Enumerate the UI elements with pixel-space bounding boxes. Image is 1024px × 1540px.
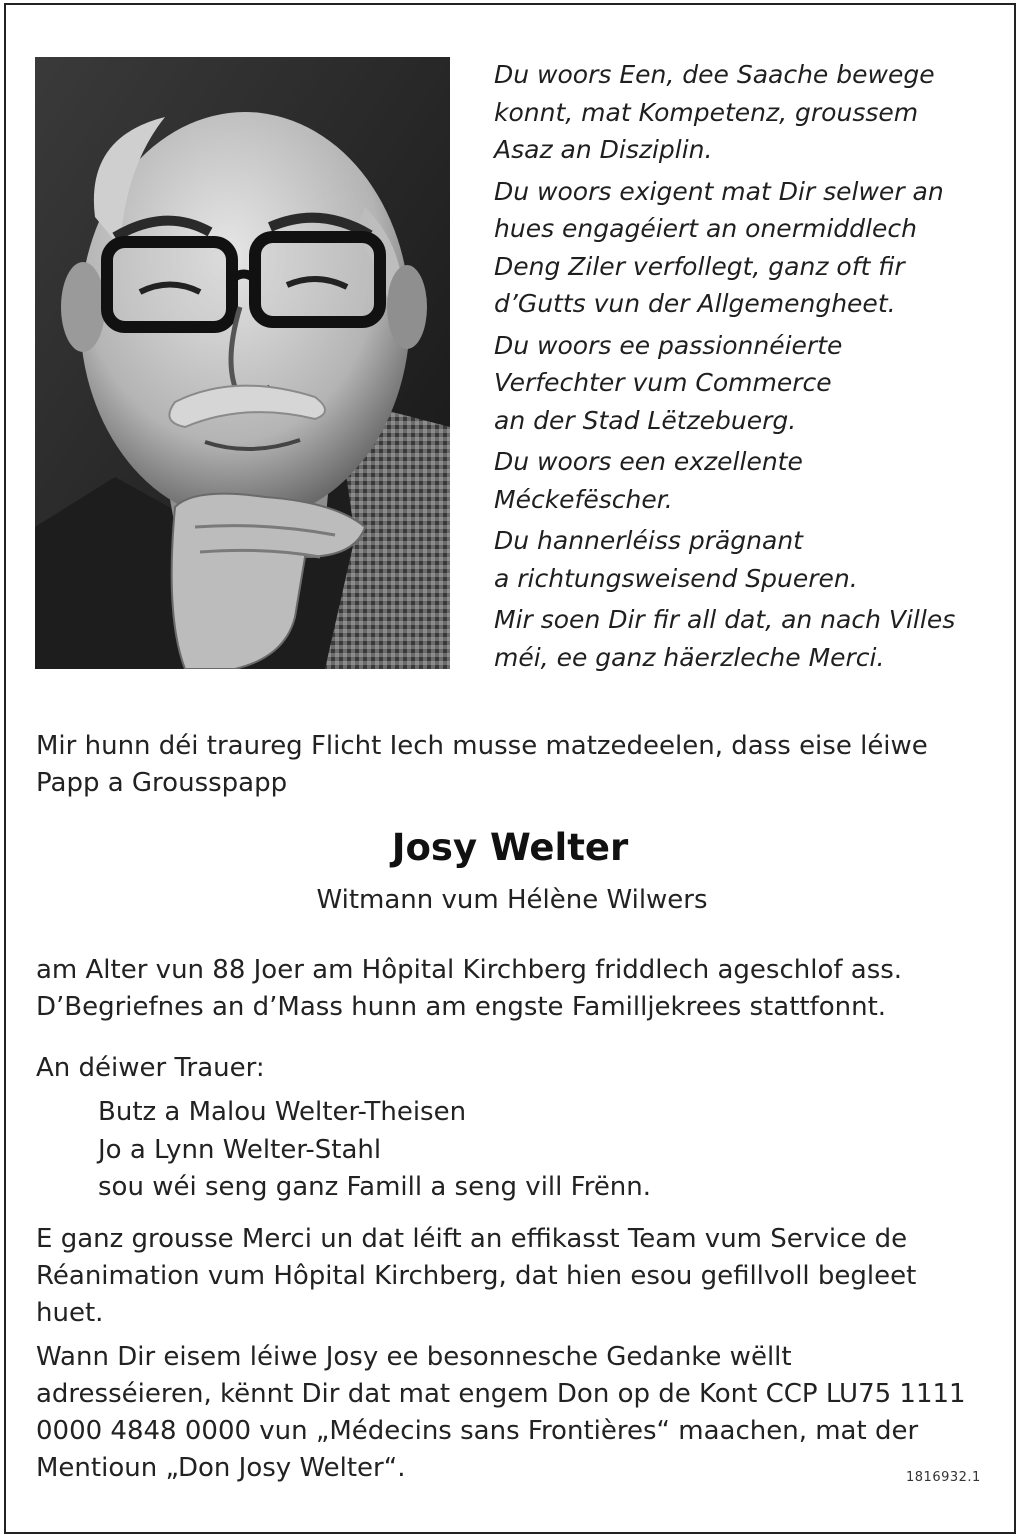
donation-line: Wann Dir eisem léiwe Josy ee besonnesche Gedanke wëllt <box>36 1342 792 1372</box>
poem-line: a richtungsweisend Spueren. <box>494 563 858 593</box>
poem-line: méi, ee ganz häerzleche Merci. <box>494 642 885 672</box>
donation-line: Mentioun „Don Josy Welter“. <box>36 1453 406 1483</box>
poem-line: Mir soen Dir fir all dat, an nach Villes <box>494 605 956 634</box>
poem-stanza <box>494 522 999 597</box>
donation-line: adresséieren, kënnt Dir dat mat engem Don op de Kont CCP LU75 1111 <box>36 1379 966 1409</box>
poem-stanza <box>494 56 999 169</box>
poem-line: Du woors Een, dee Saache bewege <box>494 60 935 89</box>
donation-line: 0000 4848 0000 vun „Médecins sans Frontières“ maachen, mat der <box>36 1416 919 1446</box>
poem-line: Méckefëscher. <box>494 484 673 514</box>
donation-paragraph <box>36 1339 988 1487</box>
poem-line: Asaz an Disziplin. <box>494 135 713 164</box>
thanks-paragraph <box>36 1221 988 1332</box>
intro-line: Papp a Grousspapp <box>36 768 288 798</box>
poem-stanza <box>494 443 999 518</box>
poem-line: d’Gutts vun der Allgemengheet. <box>494 289 896 318</box>
death-details-line: D’Begriefnes an d’Mass hunn am engste Familljekrees stattfonnt. <box>36 992 887 1022</box>
thanks-line: huet. <box>36 1298 104 1328</box>
death-details <box>36 952 988 1026</box>
memorial-poem <box>494 56 999 680</box>
poem-line: Du woors exigent mat Dir selwer an <box>494 176 944 206</box>
mourners-list <box>98 1094 651 1207</box>
reference-number: 1816932.1 <box>906 1470 981 1485</box>
mourner-item: sou wéi seng ganz Famill a seng vill Frënn. <box>98 1172 652 1202</box>
mourner-item: Jo a Lynn Welter-Stahl <box>98 1134 382 1165</box>
poem-line: an der Stad Lëtzebuerg. <box>494 405 797 435</box>
thanks-line: Réanimation vum Hôpital Kirchberg, dat hien esou gefillvoll begleet <box>36 1261 917 1291</box>
poem-stanza <box>494 173 999 323</box>
deceased-subtitle: Witmann vum Hélène Wilwers <box>316 885 708 915</box>
portrait-photo <box>35 57 450 669</box>
poem-line: Du hannerléiss prägnant <box>494 526 803 555</box>
thanks-line: E ganz grousse Merci un dat léift an effikasst Team vum Service de <box>36 1224 908 1254</box>
poem-stanza <box>494 327 999 440</box>
death-details-line: am Alter vun 88 Joer am Hôpital Kirchberg friddlech ageschlof ass. <box>36 955 903 985</box>
poem-line: konnt, mat Kompetenz, groussem <box>494 97 919 127</box>
portrait-illustration <box>35 57 450 669</box>
poem-line: Deng Ziler verfollegt, ganz oft fir <box>494 251 905 281</box>
mourning-heading: An déiwer Trauer: <box>36 1053 265 1083</box>
mourner-item: Butz a Malou Welter-Theisen <box>98 1097 467 1127</box>
poem-stanza <box>494 601 999 676</box>
poem-line: Verfechter vum Commerce <box>494 368 832 397</box>
poem-line: Du woors ee passionnéierte <box>494 330 843 360</box>
intro-line: Mir hunn déi traureg Flicht Iech musse matzedeelen, dass eise léiwe <box>36 731 928 761</box>
announcement-intro <box>36 728 988 802</box>
poem-line: Du woors een exzellente <box>494 447 803 476</box>
poem-line: hues engagéiert an onermiddlech <box>494 214 917 243</box>
deceased-name: Josy Welter <box>391 826 629 869</box>
